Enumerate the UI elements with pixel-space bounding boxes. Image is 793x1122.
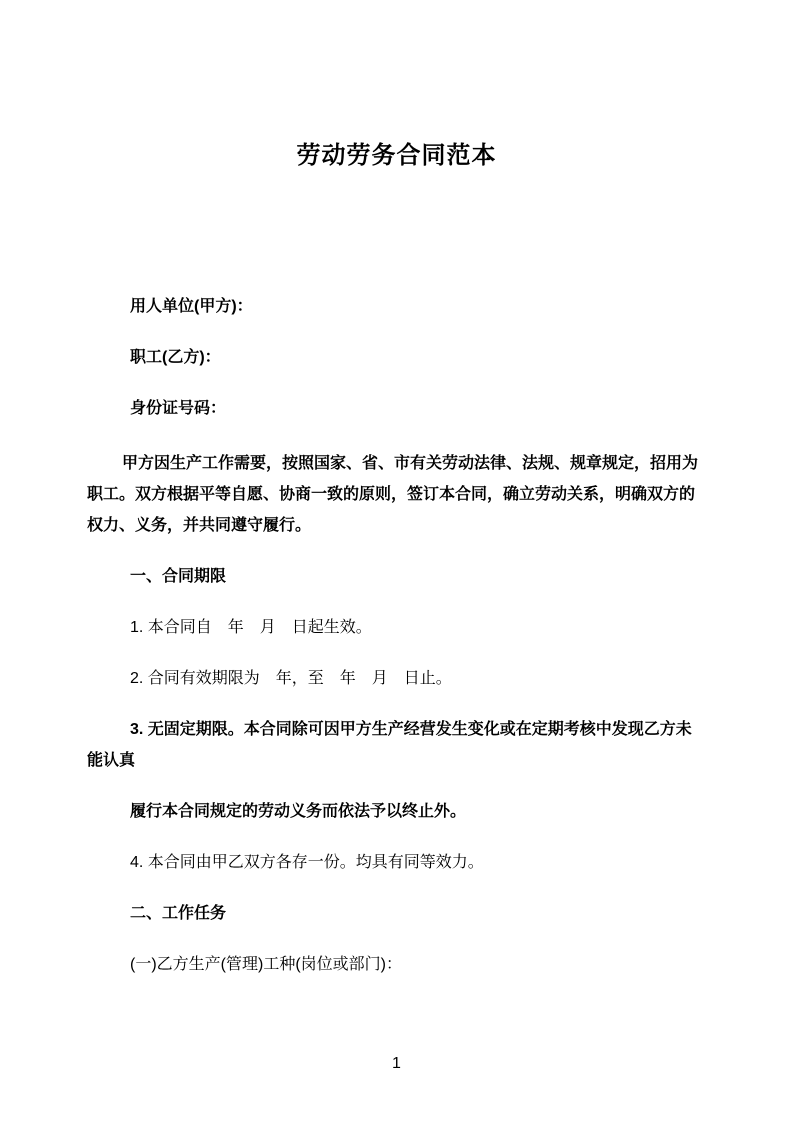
page-number: 1 bbox=[392, 1055, 401, 1072]
clause-valid-term: 2. 合同有效期限为 年，至 年 月 日止。 bbox=[130, 670, 452, 687]
clause-effective-date: 1. 本合同自 年 月 日起生效。 bbox=[130, 619, 372, 636]
clause-copies: 4. 本合同由甲乙双方各存一份。均具有同等效力。 bbox=[130, 854, 484, 871]
id-number-label: 身份证号码： bbox=[130, 400, 227, 417]
clause-work-position: (一)乙方生产(管理)工种(岗位或部门)： bbox=[130, 956, 402, 973]
party-b-label: 职工(乙方)： bbox=[130, 349, 221, 366]
clause-open-term: 3. 无固定期限。本合同除可因甲方生产经营发生变化或在定期考核中发现乙方未能认真 bbox=[87, 721, 692, 769]
section-2-heading: 二、工作任务 bbox=[130, 905, 227, 922]
party-a-label: 用人单位(甲方)： bbox=[130, 298, 253, 315]
clause-open-term-continuation: 履行本合同规定的劳动义务而依法予以终止外。 bbox=[130, 803, 467, 820]
intro-paragraph: 甲方因生产工作需要，按照国家、省、市有关劳动法律、法规、规章规定，招用为职工。双方根据平等自愿、协商一致的原则，签订本合同，确立劳动关系，明确双方的权力、义务，并共同遵守履行。 bbox=[87, 455, 699, 534]
section-1-heading: 一、合同期限 bbox=[130, 568, 227, 585]
document-title: 劳动劳务合同范本 bbox=[296, 142, 497, 169]
